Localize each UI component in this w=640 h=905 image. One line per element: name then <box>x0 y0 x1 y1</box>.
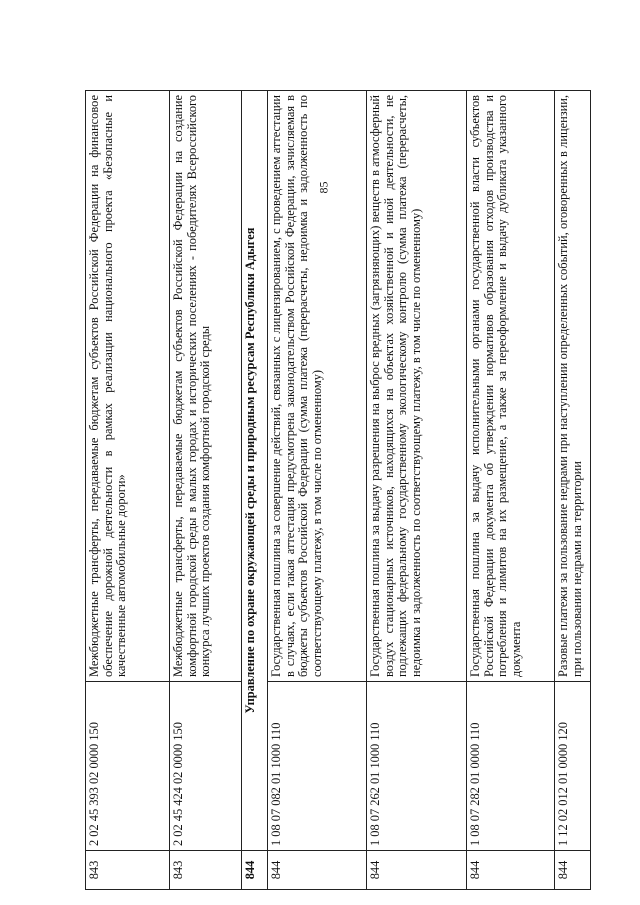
admin-code-cell: 844 <box>268 851 367 890</box>
table-row <box>170 91 242 890</box>
admin-code-cell: 843 <box>86 851 170 890</box>
admin-code-cell: 843 <box>170 851 242 890</box>
admin-code-cell: 844 <box>467 851 555 890</box>
description-cell: Государственная пошлина за выдачу разрешения на выброс вредных (загрязняющих) веществ в атмосферный воздух стационарных источников, находящихся на объектах хозяйственной и иной деятельности, не подлежащих федеральному государственному экологическому контролю (сумма платежа (перерасчеты, недоимка и задолженность по соответствующему платежу, в том числе по отмененному) <box>367 91 467 682</box>
admin-code-cell: 844 <box>367 851 467 890</box>
admin-code-cell: 844 <box>242 851 268 890</box>
admin-code-cell: 844 <box>555 851 591 890</box>
budget-code-cell: 1 12 02 012 01 0000 120 <box>555 682 591 851</box>
description-cell: Межбюджетные трансферты, передаваемые бюджетам субъектов Российской Федерации на финансовое обеспечение дорожной деятельности в рамках реализации национального проекта «Безопасные и качественные автомобильные дороги» <box>86 91 170 682</box>
page-number: 85 <box>316 181 331 194</box>
description-cell: Разовые платежи за пользование недрами при наступлении определенных событий, оговоренных в лицензии, при пользовании недрами на территории <box>555 91 591 682</box>
budget-code-cell: 1 08 07 282 01 0000 110 <box>467 682 555 851</box>
description-cell: Государственная пошлина за выдачу исполнительными органами государственной власти субъектов Российской Федерации документа об утверждении нормативов образования отходов производства и потребления и лимитов на их размещение, а также за переоформление и выдачу дубликата указанного документа <box>467 91 555 682</box>
table-row <box>268 91 367 890</box>
budget-code-cell: 2 02 45 393 02 0000 150 <box>86 682 170 851</box>
table-row <box>367 91 467 890</box>
table-row <box>467 91 555 890</box>
table-row <box>555 91 591 890</box>
description-cell: Государственная пошлина за совершение действий, связанных с лицензированием, с проведением аттестации в случаях, если такая аттестация предусмотрена законодательством Российской Федерации, зачисляемая в бюджеты субъектов Российской Федерации (сумма платежа (перерасчеты, недоимка и задолженность по соответствующему платежу, в том числе по отмененному) <box>268 91 367 682</box>
table-row <box>86 91 170 890</box>
budget-code-cell: 1 08 07 082 01 1000 110 <box>268 682 367 851</box>
section-row <box>242 91 268 890</box>
budget-code-cell: 2 02 45 424 02 0000 150 <box>170 682 242 851</box>
revenue-codes-table <box>85 90 591 890</box>
budget-code-cell: 1 08 07 262 01 1000 110 <box>367 682 467 851</box>
section-heading: Управление по охране окружающей среды и природным ресурсам Республики Адыгея <box>242 91 268 851</box>
rotated-table-container <box>85 90 590 890</box>
description-cell: Межбюджетные трансферты, передаваемые бюджетам субъектов Российской Федерации на создание комфортной городской среды в малых городах и исторических поселениях - победителях Всероссийского конкурса лучших проектов создания комфортной городской среды <box>170 91 242 682</box>
